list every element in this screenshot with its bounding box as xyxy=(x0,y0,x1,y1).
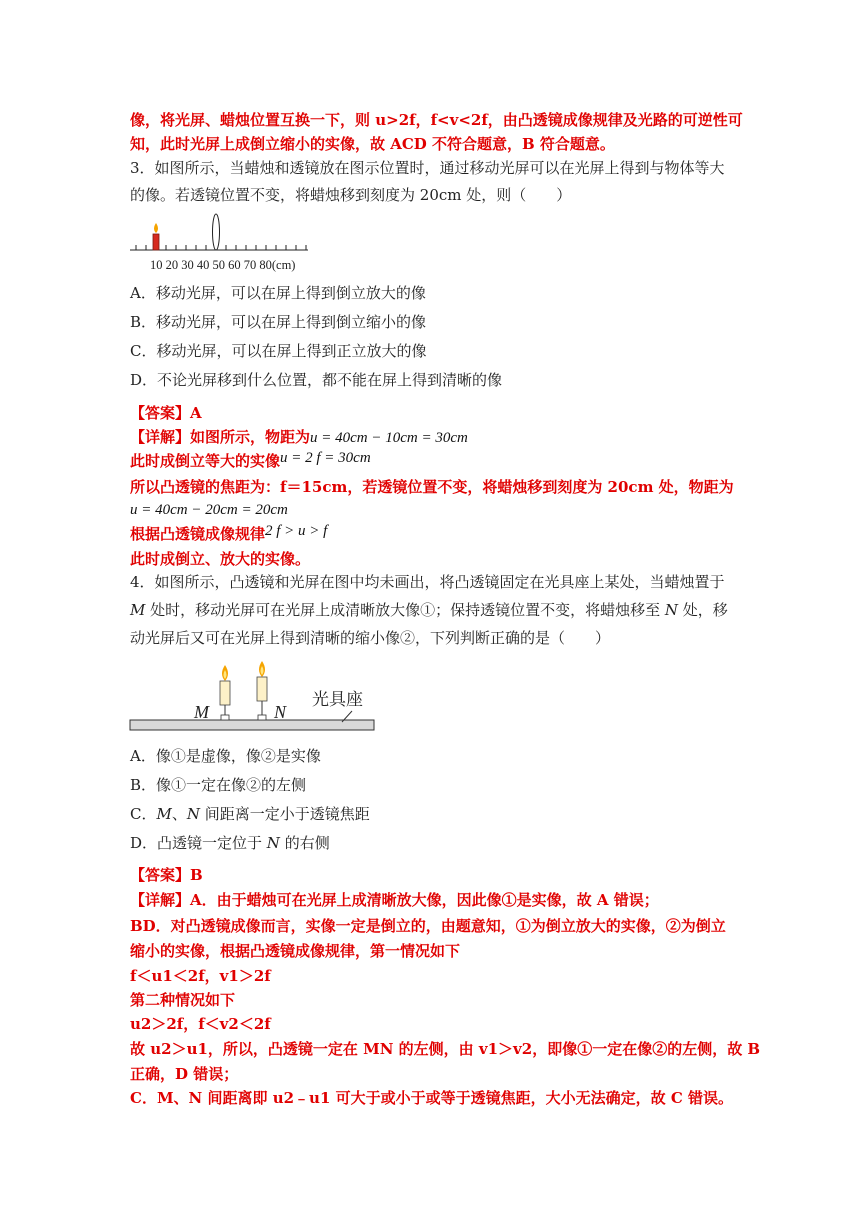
q3-scale-labels: 10 20 30 40 50 60 70 80(cm) xyxy=(150,258,296,272)
q4-detail-line-6: u2＞2f，f＜v2＜2f xyxy=(130,1015,271,1033)
q4-stem-part-b: 处，移 xyxy=(678,601,728,619)
q4-label-m: M xyxy=(194,702,209,722)
q3-stem-line-2: 的像。若透镜位置不变，将蜡烛移到刻度为 20cm 处，则（ ） xyxy=(130,186,572,204)
q3-detail-math-4: u = 40cm − 20cm = 20cm xyxy=(130,502,288,518)
q4-option-a: A．像①是虚像，像②是实像 xyxy=(130,747,321,765)
q4-option-c-rest: 间距离一定小于透镜焦距 xyxy=(199,805,370,823)
q4-option-d-rest: 的右侧 xyxy=(279,834,330,852)
q3-detail-line-6: 此时成倒立、放大的实像。 xyxy=(130,550,311,568)
q4-option-c-mid: 、 xyxy=(171,805,187,823)
q3-option-d: D．不论光屏移到什么位置，都不能在屏上得到清晰的像 xyxy=(130,371,503,389)
prev-analysis-line-1: 像，将光屏、蜡烛位置互换一下，则 u>2f，f<v<2f，由凸透镜成像规律及光路的可逆性可 xyxy=(130,111,743,129)
q3-detail-text-1: 【详解】如图所示，物距为 xyxy=(130,428,311,446)
q4-detail-line-7: 故 u2＞u1，所以，凸透镜一定在 MN 的左侧，由 v1＞v2，即像①一定在像②的左侧，故 B xyxy=(130,1040,761,1058)
q4-stem-line-1: 4．如图所示，凸透镜和光屏在图中均未画出，将凸透镜固定在光具座上某处，当蜡烛置于 xyxy=(130,573,725,591)
q4-label-n: N xyxy=(274,702,287,722)
q4-detail-line-2: BD．对凸透镜成像而言，实像一定是倒立的，由题意知，①为倒立放大的实像，②为倒立 xyxy=(130,917,726,935)
q3-option-b: B．移动光屏，可以在屏上得到倒立缩小的像 xyxy=(130,313,427,331)
q4-stem-part-a: 处时，移动光屏可在光屏上成清晰放大像①；保持透镜位置不变，将蜡烛移至 xyxy=(145,601,665,619)
q4-detail-line-8: 正确，D 错误； xyxy=(130,1065,239,1083)
q4-answer: 【答案】B xyxy=(130,866,203,884)
q4-label-bench: 光具座 xyxy=(312,690,363,709)
q3-detail-math-5: 2 f > u > f xyxy=(265,523,328,539)
q4-detail-line-4: f＜u1＜2f，v1＞2f xyxy=(130,967,271,985)
q3-option-c: C．移动光屏，可以在屏上得到正立放大的像 xyxy=(130,342,427,360)
q4-candle-m xyxy=(220,681,230,705)
q4-option-c-n: N xyxy=(186,805,200,823)
q3-scale-ticks xyxy=(136,245,306,250)
q4-option-d-prefix: D．凸透镜一定位于 xyxy=(130,834,267,852)
q4-option-c-prefix: C． xyxy=(130,805,157,823)
q3-detail-text-2: 此时成倒立等大的实像 xyxy=(130,452,281,470)
q4-detail-line-5: 第二种情况如下 xyxy=(130,991,236,1009)
q3-stem-line-1: 3．如图所示，当蜡烛和透镜放在图示位置时，通过移动光屏可以在光屏上得到与物体等大 xyxy=(130,159,725,177)
q3-detail-line-1 xyxy=(130,427,468,448)
q3-convex-lens-icon xyxy=(213,214,220,250)
q3-optical-bench-figure xyxy=(126,212,346,274)
q3-detail-line-4 xyxy=(130,499,288,520)
q3-option-a: A．移动光屏，可以在屏上得到倒立放大的像 xyxy=(130,284,426,302)
q4-detail-line-3: 缩小的实像，根据凸透镜成像规律，第一情况如下 xyxy=(130,942,461,960)
prev-analysis-line-2: 知，此时光屏上成倒立缩小的实像，故 ACD 不符合题意，B 符合题意。 xyxy=(130,135,615,153)
q4-detail-line-1: 【详解】A．由于蜡烛可在光屏上成清晰放大像，因此像①是实像，故 A 错误； xyxy=(130,891,659,909)
q4-optical-bench-figure xyxy=(126,656,386,736)
q3-detail-math-2: u = 2 f = 30cm xyxy=(280,450,371,466)
q4-option-d xyxy=(130,833,330,853)
q3-detail-line-5 xyxy=(130,524,327,545)
q4-stem-m: M xyxy=(130,601,146,619)
q3-detail-text-5: 根据凸透镜成像规律 xyxy=(130,525,266,543)
q4-option-d-n: N xyxy=(266,834,280,852)
q3-answer: 【答案】A xyxy=(130,404,202,422)
q4-stem-line-3: 动光屏后又可在光屏上得到清晰的缩小像②，下列判断正确的是（ ） xyxy=(130,629,611,647)
q4-detail-line-9: C．M、N 间距离即 u2﹣u1 可大于或小于或等于透镜焦距，大小无法确定，故 C 错误。 xyxy=(130,1089,733,1107)
q3-detail-line-2 xyxy=(130,451,371,472)
q3-detail-line-3: 所以凸透镜的焦距为：f＝15cm，若透镜位置不变，将蜡烛移到刻度为 20cm 处，物距为 xyxy=(130,478,734,496)
q4-stem-line-2 xyxy=(130,600,728,620)
q4-stem-n: N xyxy=(664,601,679,619)
q4-candle-n xyxy=(257,677,267,701)
q4-option-b: B．像①一定在像②的左侧 xyxy=(130,776,307,794)
q4-option-c-m: M xyxy=(156,805,172,823)
q4-bench xyxy=(130,720,374,730)
q4-option-c xyxy=(130,804,370,824)
q3-detail-math-1: u = 40cm − 10cm = 30cm xyxy=(310,430,468,446)
q3-candle xyxy=(153,234,159,250)
q3-candle-flame-icon xyxy=(154,223,158,233)
